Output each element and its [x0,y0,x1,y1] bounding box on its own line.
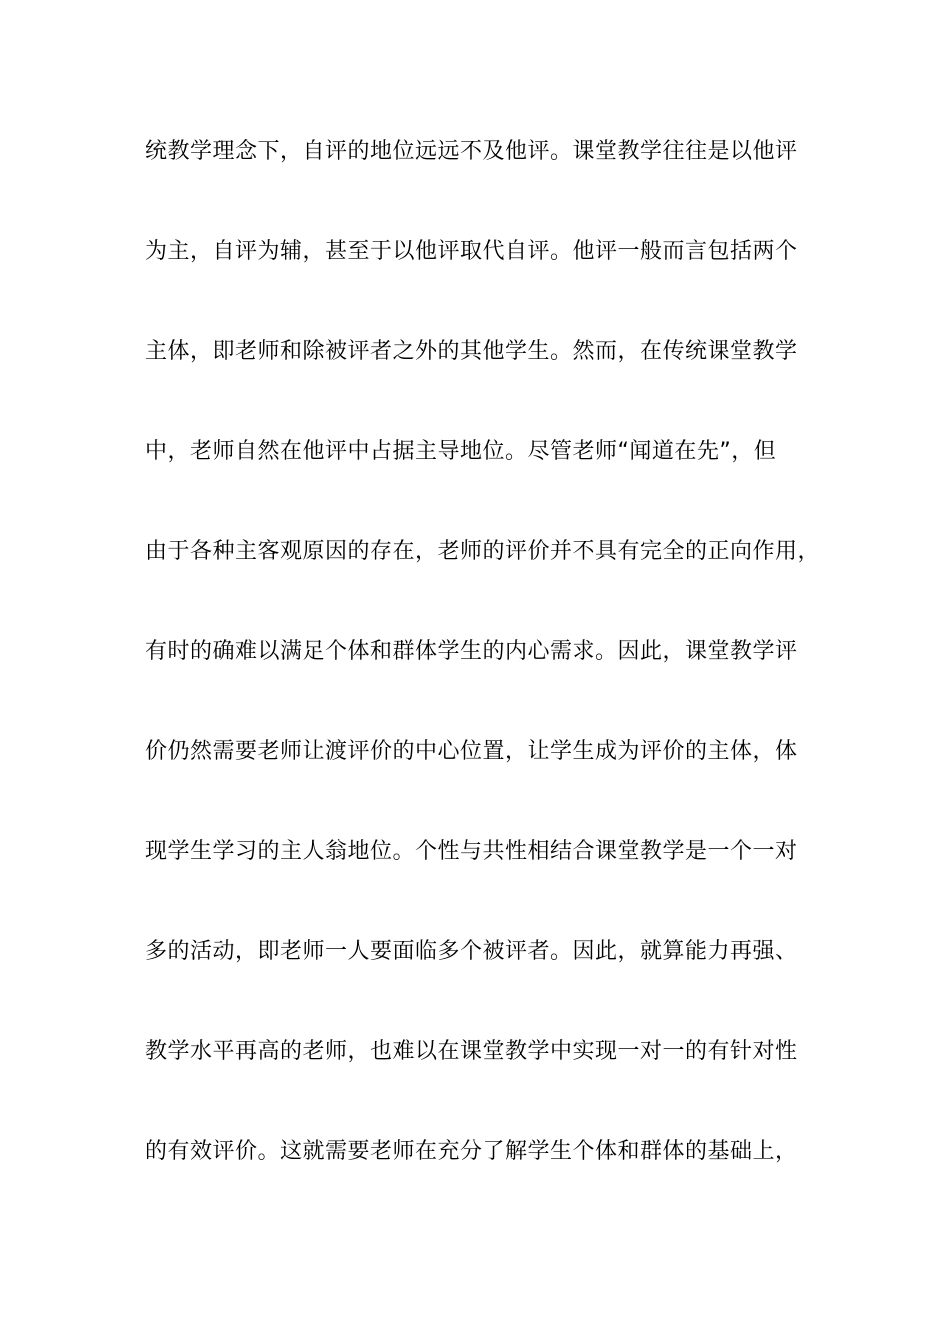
text-line: 多的活动，即老师一人要面临多个被评者。因此，就算能力再强、 [145,939,798,964]
text-line: 由于各种主客观原因的存在，老师的评价并不具有完全的正向作用， [145,539,821,564]
text-line: 价仍然需要老师让渡评价的中心位置，让学生成为评价的主体，体 [145,739,798,764]
text-line: 主体，即老师和除被评者之外的其他学生。然而，在传统课堂教学 [145,339,798,364]
text-line: 有时的确难以满足个体和群体学生的内心需求。因此，课堂教学评 [145,639,798,664]
text-line: 教学水平再高的老师，也难以在课堂教学中实现一对一的有针对性 [145,1039,798,1064]
text-line: 中，老师自然在他评中占据主导地位。尽管老师“闻道在先”，但 [145,439,777,464]
text-line: 的有效评价。这就需要老师在充分了解学生个体和群体的基础上， [145,1139,798,1164]
text-line: 统教学理念下，自评的地位远远不及他评。课堂教学往往是以他评 [145,139,798,164]
text-line: 为主，自评为辅，甚至于以他评取代自评。他评一般而言包括两个 [145,239,798,264]
text-line: 现学生学习的主人翁地位。个性与共性相结合课堂教学是一个一对 [145,839,798,864]
body-text [145,130,825,1230]
